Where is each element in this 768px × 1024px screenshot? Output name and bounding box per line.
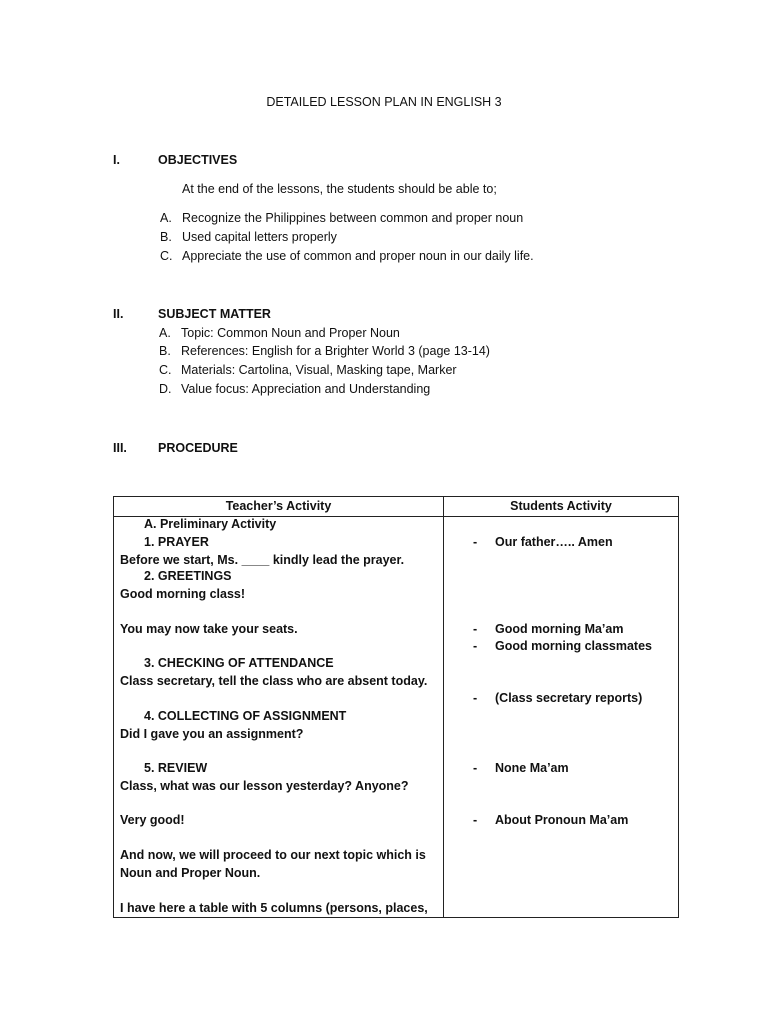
student-dash: - bbox=[473, 761, 478, 775]
student-dash: - bbox=[473, 535, 478, 549]
section-heading-procedure: PROCEDURE bbox=[158, 441, 238, 455]
student-response: Good morning Ma’am bbox=[495, 622, 624, 636]
subject-text-c: Materials: Cartolina, Visual, Masking tape, Marker bbox=[181, 363, 457, 377]
table-row bbox=[114, 517, 679, 918]
teacher-line: 5. REVIEW bbox=[144, 761, 208, 775]
teacher-line: Good morning class! bbox=[120, 587, 246, 601]
teacher-line: Noun and Proper Noun. bbox=[120, 866, 261, 880]
subject-marker-b: B. bbox=[159, 344, 171, 358]
teacher-line: Class, what was our lesson yesterday? Anyone? bbox=[120, 779, 409, 793]
student-response: None Ma’am bbox=[495, 761, 569, 775]
teacher-line: I have here a table with 5 columns (persons, places, bbox=[120, 901, 428, 915]
objective-marker-a: A. bbox=[160, 211, 172, 225]
student-response: About Pronoun Ma’am bbox=[495, 813, 629, 827]
teacher-line: You may now take your seats. bbox=[120, 622, 298, 636]
student-dash: - bbox=[473, 691, 478, 705]
subject-marker-c: C. bbox=[159, 363, 172, 377]
students-activity-header: Students Activity bbox=[444, 497, 679, 517]
subject-text-b: References: English for a Brighter World 3 (page 13-14) bbox=[181, 344, 490, 358]
table-header-row bbox=[114, 497, 679, 517]
subject-marker-a: A. bbox=[159, 326, 171, 340]
teacher-activity-header: Teacher’s Activity bbox=[114, 497, 444, 517]
procedure-table bbox=[113, 496, 679, 918]
teacher-line: Very good! bbox=[120, 813, 185, 827]
teacher-line: 1. PRAYER bbox=[144, 535, 209, 549]
objective-marker-b: B. bbox=[160, 230, 172, 244]
subject-marker-d: D. bbox=[159, 382, 172, 396]
subject-text-a: Topic: Common Noun and Proper Noun bbox=[181, 326, 400, 340]
objective-text-a: Recognize the Philippines between common and proper noun bbox=[182, 211, 524, 225]
student-dash: - bbox=[473, 813, 478, 827]
student-response: (Class secretary reports) bbox=[495, 691, 643, 705]
section-numeral-subject-matter: II. bbox=[113, 307, 124, 321]
teacher-line: 2. GREETINGS bbox=[144, 569, 232, 583]
student-dash: - bbox=[473, 639, 478, 653]
section-heading-objectives: OBJECTIVES bbox=[158, 153, 238, 167]
section-heading-subject-matter: SUBJECT MATTER bbox=[158, 307, 271, 321]
teacher-activity-cell bbox=[114, 517, 444, 918]
teacher-line: 4. COLLECTING OF ASSIGNMENT bbox=[144, 709, 347, 723]
students-activity-cell bbox=[444, 517, 679, 918]
objective-text-b: Used capital letters properly bbox=[182, 230, 337, 244]
teacher-line: A. Preliminary Activity bbox=[144, 517, 277, 531]
document-title: DETAILED LESSON PLAN IN ENGLISH 3 bbox=[266, 95, 502, 109]
teacher-line: Before we start, Ms. ____ kindly lead the prayer. bbox=[120, 553, 405, 567]
teacher-line: And now, we will proceed to our next topic which is bbox=[120, 848, 426, 862]
section-numeral-procedure: III. bbox=[113, 441, 127, 455]
teacher-line: Class secretary, tell the class who are absent today. bbox=[120, 674, 428, 688]
objective-marker-c: C. bbox=[160, 249, 173, 263]
teacher-line: 3. CHECKING OF ATTENDANCE bbox=[144, 656, 334, 670]
teacher-line: Did I gave you an assignment? bbox=[120, 727, 304, 741]
student-dash: - bbox=[473, 622, 478, 636]
student-response: Good morning classmates bbox=[495, 639, 652, 653]
section-numeral-objectives: I. bbox=[113, 153, 120, 167]
objectives-intro: At the end of the lessons, the students should be able to; bbox=[182, 182, 497, 196]
objective-text-c: Appreciate the use of common and proper noun in our daily life. bbox=[182, 249, 534, 263]
subject-text-d: Value focus: Appreciation and Understanding bbox=[181, 382, 431, 396]
student-response: Our father….. Amen bbox=[495, 535, 613, 549]
